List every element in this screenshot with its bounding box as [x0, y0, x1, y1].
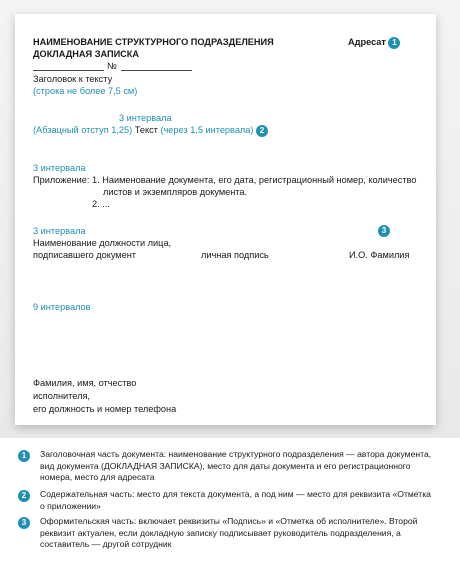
executor-line-3: его должность и номер телефона	[33, 404, 177, 414]
indent-note: (Абзацный отступ 1,25)	[33, 125, 133, 135]
appendix-item-1: 1. Наименование документа, его дата, регистрационный номер, количество	[92, 175, 417, 185]
legend-badge-3: 3	[18, 517, 30, 529]
legend-text-3: Оформительская часть: включает реквизиты «Подпись» и «Отметка об исполнителе». Второй реквизит актуален, если докладную записку подписывает руководитель подразделения, а составитель — другой сотрудник	[40, 516, 418, 549]
date-line	[33, 70, 104, 71]
addressee-text: Адресат	[348, 37, 386, 47]
executor-line-2: исполнителя,	[33, 391, 90, 401]
text-label: Текст	[134, 125, 158, 135]
text-note: (через 1,5 интервала)	[160, 125, 254, 135]
legend-item-2	[18, 489, 438, 515]
appendix-label: Приложение:	[33, 175, 90, 185]
signature-placeholder: личная подпись	[201, 250, 269, 260]
legend-badge-1: 1	[18, 450, 30, 462]
number-line	[121, 70, 192, 71]
badge-2: 2	[256, 125, 268, 137]
executor-line-1: Фамилия, имя, отчество	[33, 378, 137, 388]
legend-item-3	[18, 516, 438, 554]
appendix-item-2: 2. ...	[92, 199, 110, 209]
interval-label-2: 3 интервала	[33, 163, 86, 173]
interval-label-3: 3 интервала	[33, 226, 86, 236]
position-line-1: Наименование должности лица,	[33, 238, 172, 248]
appendix-item-1-cont: листов и экземпляров документа.	[103, 187, 248, 197]
heading-note: (строка не более 7,5 см)	[33, 86, 138, 96]
document-sheet	[15, 14, 436, 425]
badge-1: 1	[388, 37, 400, 49]
text-row	[33, 124, 268, 137]
badge-3: 3	[378, 225, 390, 237]
legend-text-2: Содержательная часть: место для текста документа, а под ним — место для реквизита «Отметка о приложении»	[40, 489, 431, 511]
doc-type: ДОКЛАДНАЯ ЗАПИСКА	[33, 49, 140, 59]
interval-label-1: 3 интервала	[119, 113, 172, 123]
legend-item-1	[18, 449, 438, 487]
legend-badge-2: 2	[18, 490, 30, 502]
position-line-2: подписавшего документ	[33, 250, 137, 260]
addressee-label	[348, 36, 400, 49]
heading-placeholder: Заголовок к тексту	[33, 74, 113, 84]
signer-name: И.О. Фамилия	[349, 250, 410, 260]
legend-text-1: Заголовочная часть документа: наименование структурного подразделения — автора документа, вид документа (ДОКЛАДНАЯ ЗАПИСКА), место для даты документа и его регистрационного номера, место для адресата	[40, 449, 432, 482]
interval-label-4: 9 интервалов	[33, 302, 91, 312]
org-name: НАИМЕНОВАНИЕ СТРУКТУРНОГО ПОДРАЗДЕЛЕНИЯ	[33, 37, 274, 47]
number-sign: №	[107, 61, 117, 71]
